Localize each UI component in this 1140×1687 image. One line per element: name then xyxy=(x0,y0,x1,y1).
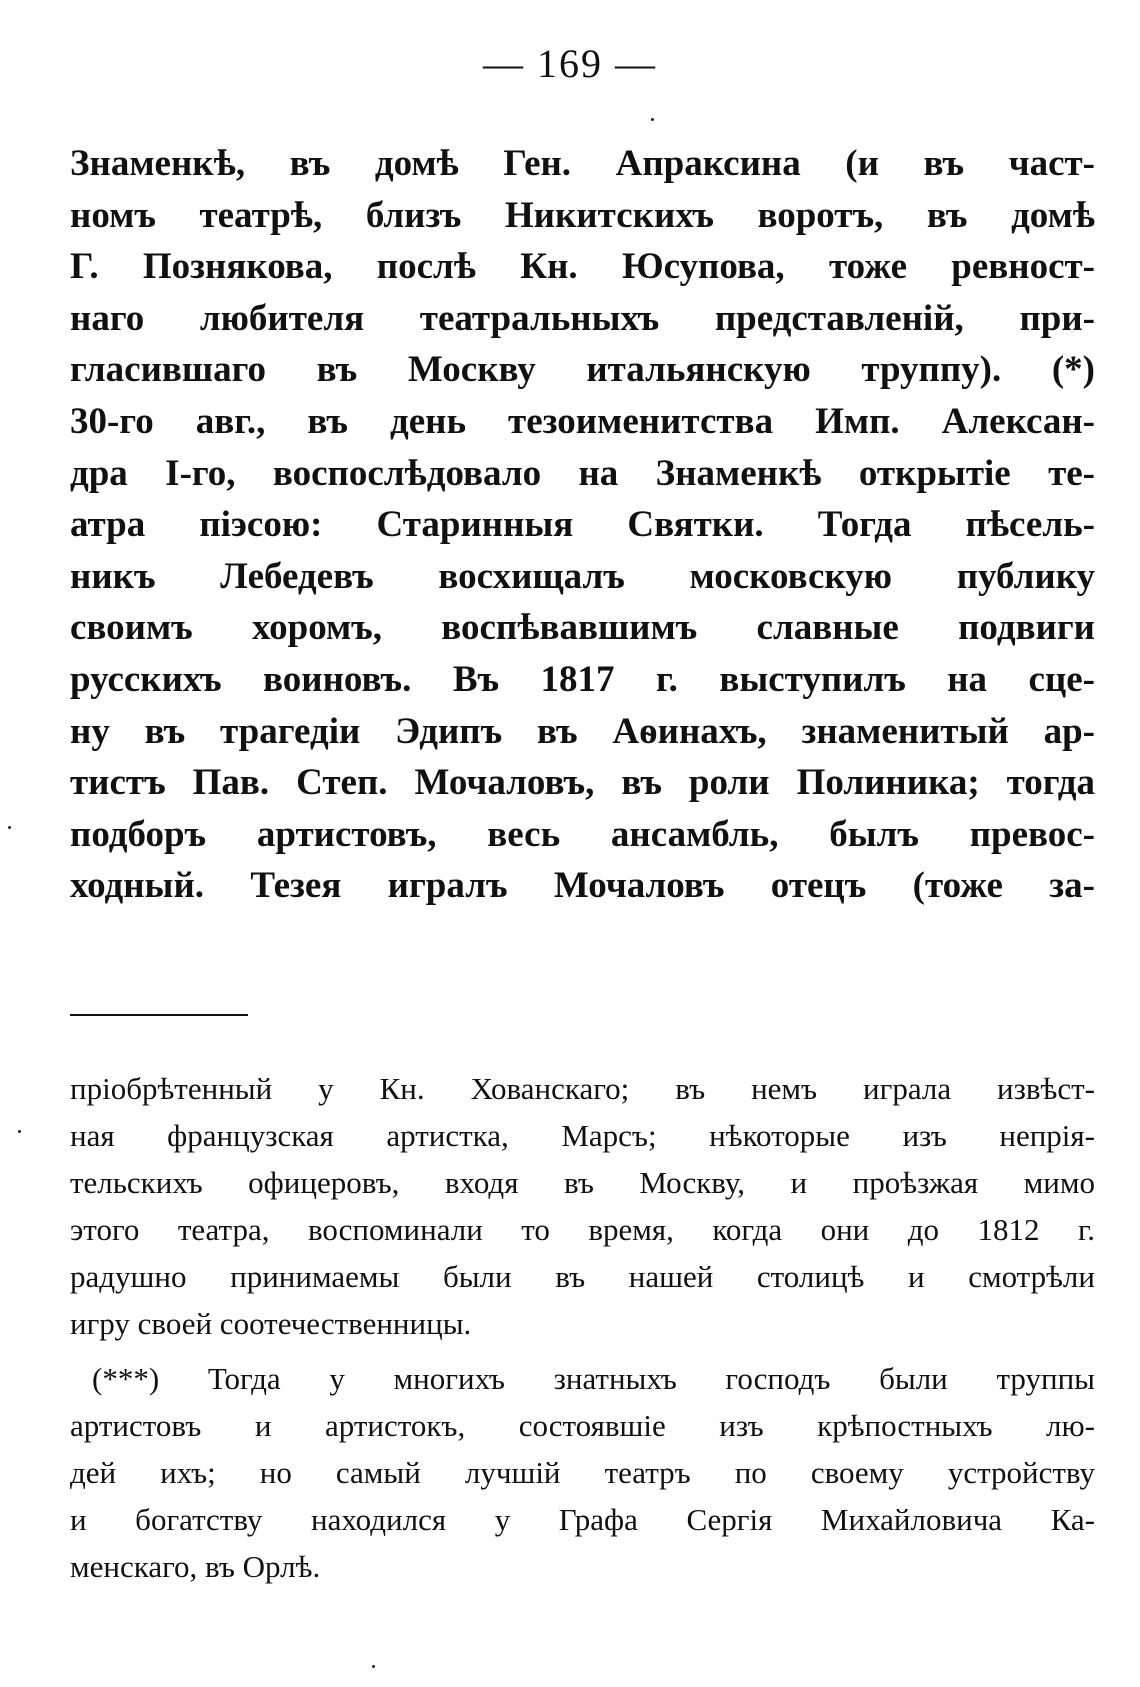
speck xyxy=(651,118,654,121)
speck xyxy=(18,1130,21,1133)
footnote-line: тельскихъ офицеровъ, входя въ Москву, и проѣзжая мимо xyxy=(70,1165,1095,1200)
main-text-line: тистъ Пав. Степ. Мочаловъ, въ роли Полиника; тогда xyxy=(70,762,1095,804)
main-text-line: Знаменкѣ, въ домѣ Ген. Апраксина (и въ част- xyxy=(70,143,1095,184)
main-text-line: дра I-го, воспослѣдовало на Знаменкѣ открытіе те- xyxy=(70,452,1095,494)
main-text-line: ходный. Тезея игралъ Мочаловъ отецъ (тоже за- xyxy=(70,865,1095,907)
main-text-line: русскихъ воиновъ. Въ 1817 г. выступилъ на сце- xyxy=(70,658,1095,700)
main-text-line: ну въ трагедіи Эдипъ въ Аѳинахъ, знаменитый ар- xyxy=(70,710,1095,752)
page-number: — 169 — xyxy=(483,41,657,86)
main-text-line: наго любителя театральныхъ представленій, при- xyxy=(70,297,1095,339)
footnote-line: ная французская артистка, Марсъ; нѣкоторые изъ непрія- xyxy=(70,1118,1095,1153)
speck xyxy=(372,1665,375,1668)
footnote-continued xyxy=(70,1065,1095,1347)
footnote-line: радушно принимаемы были въ нашей столицѣ и смотрѣли xyxy=(70,1259,1095,1294)
footnote-line: пріобрѣтенный у Кн. Хованскаго; въ немъ играла извѣст- xyxy=(70,1071,1095,1106)
footnote-line: артистовъ и артистокъ, состоявшіе изъ крѣпостныхъ лю- xyxy=(70,1408,1095,1443)
main-text-line: номъ театрѣ, близъ Никитскихъ воротъ, въ домѣ xyxy=(70,194,1095,236)
main-text-line: подборъ артистовъ, весь ансамбль, былъ превос- xyxy=(70,813,1095,855)
main-text-line: гласившаго въ Москву итальянскую труппу). (*) xyxy=(70,349,1095,391)
footnote-line: этого театра, воспоминали то время, когда они до 1812 г. xyxy=(70,1212,1095,1247)
main-text-line: 30-го авг., въ день тезоименитства Имп. Алексан- xyxy=(70,400,1095,442)
main-text-line: атра піэсою: Старинныя Святки. Тогда пѣсель- xyxy=(70,504,1095,546)
footnote-line: (***) Тогда у многихъ знатныхъ господъ были труппы xyxy=(92,1361,1095,1396)
footnote-line: игру своей соотечественницы. xyxy=(70,1306,472,1341)
footnote-line: менскаго, въ Орлѣ. xyxy=(70,1549,321,1584)
footnote-triple-asterisk xyxy=(70,1355,1095,1590)
footnote-line: и богатству находился у Графа Сергія Михайловича Ка- xyxy=(70,1502,1095,1537)
footnote-divider xyxy=(70,1014,248,1016)
main-text-line: Г. Познякова, послѣ Кн. Юсупова, тоже ревност- xyxy=(70,246,1095,288)
main-text xyxy=(70,138,1095,912)
speck xyxy=(8,826,11,829)
main-text-line: своимъ хоромъ, воспѣвавшимъ славные подвиги xyxy=(70,607,1095,649)
footnote-line: дей ихъ; но самый лучшій театръ по своему устройству xyxy=(70,1455,1095,1490)
footnotes xyxy=(70,1065,1095,1590)
main-text-line: никъ Лебедевъ восхищалъ московскую публику xyxy=(70,555,1095,597)
